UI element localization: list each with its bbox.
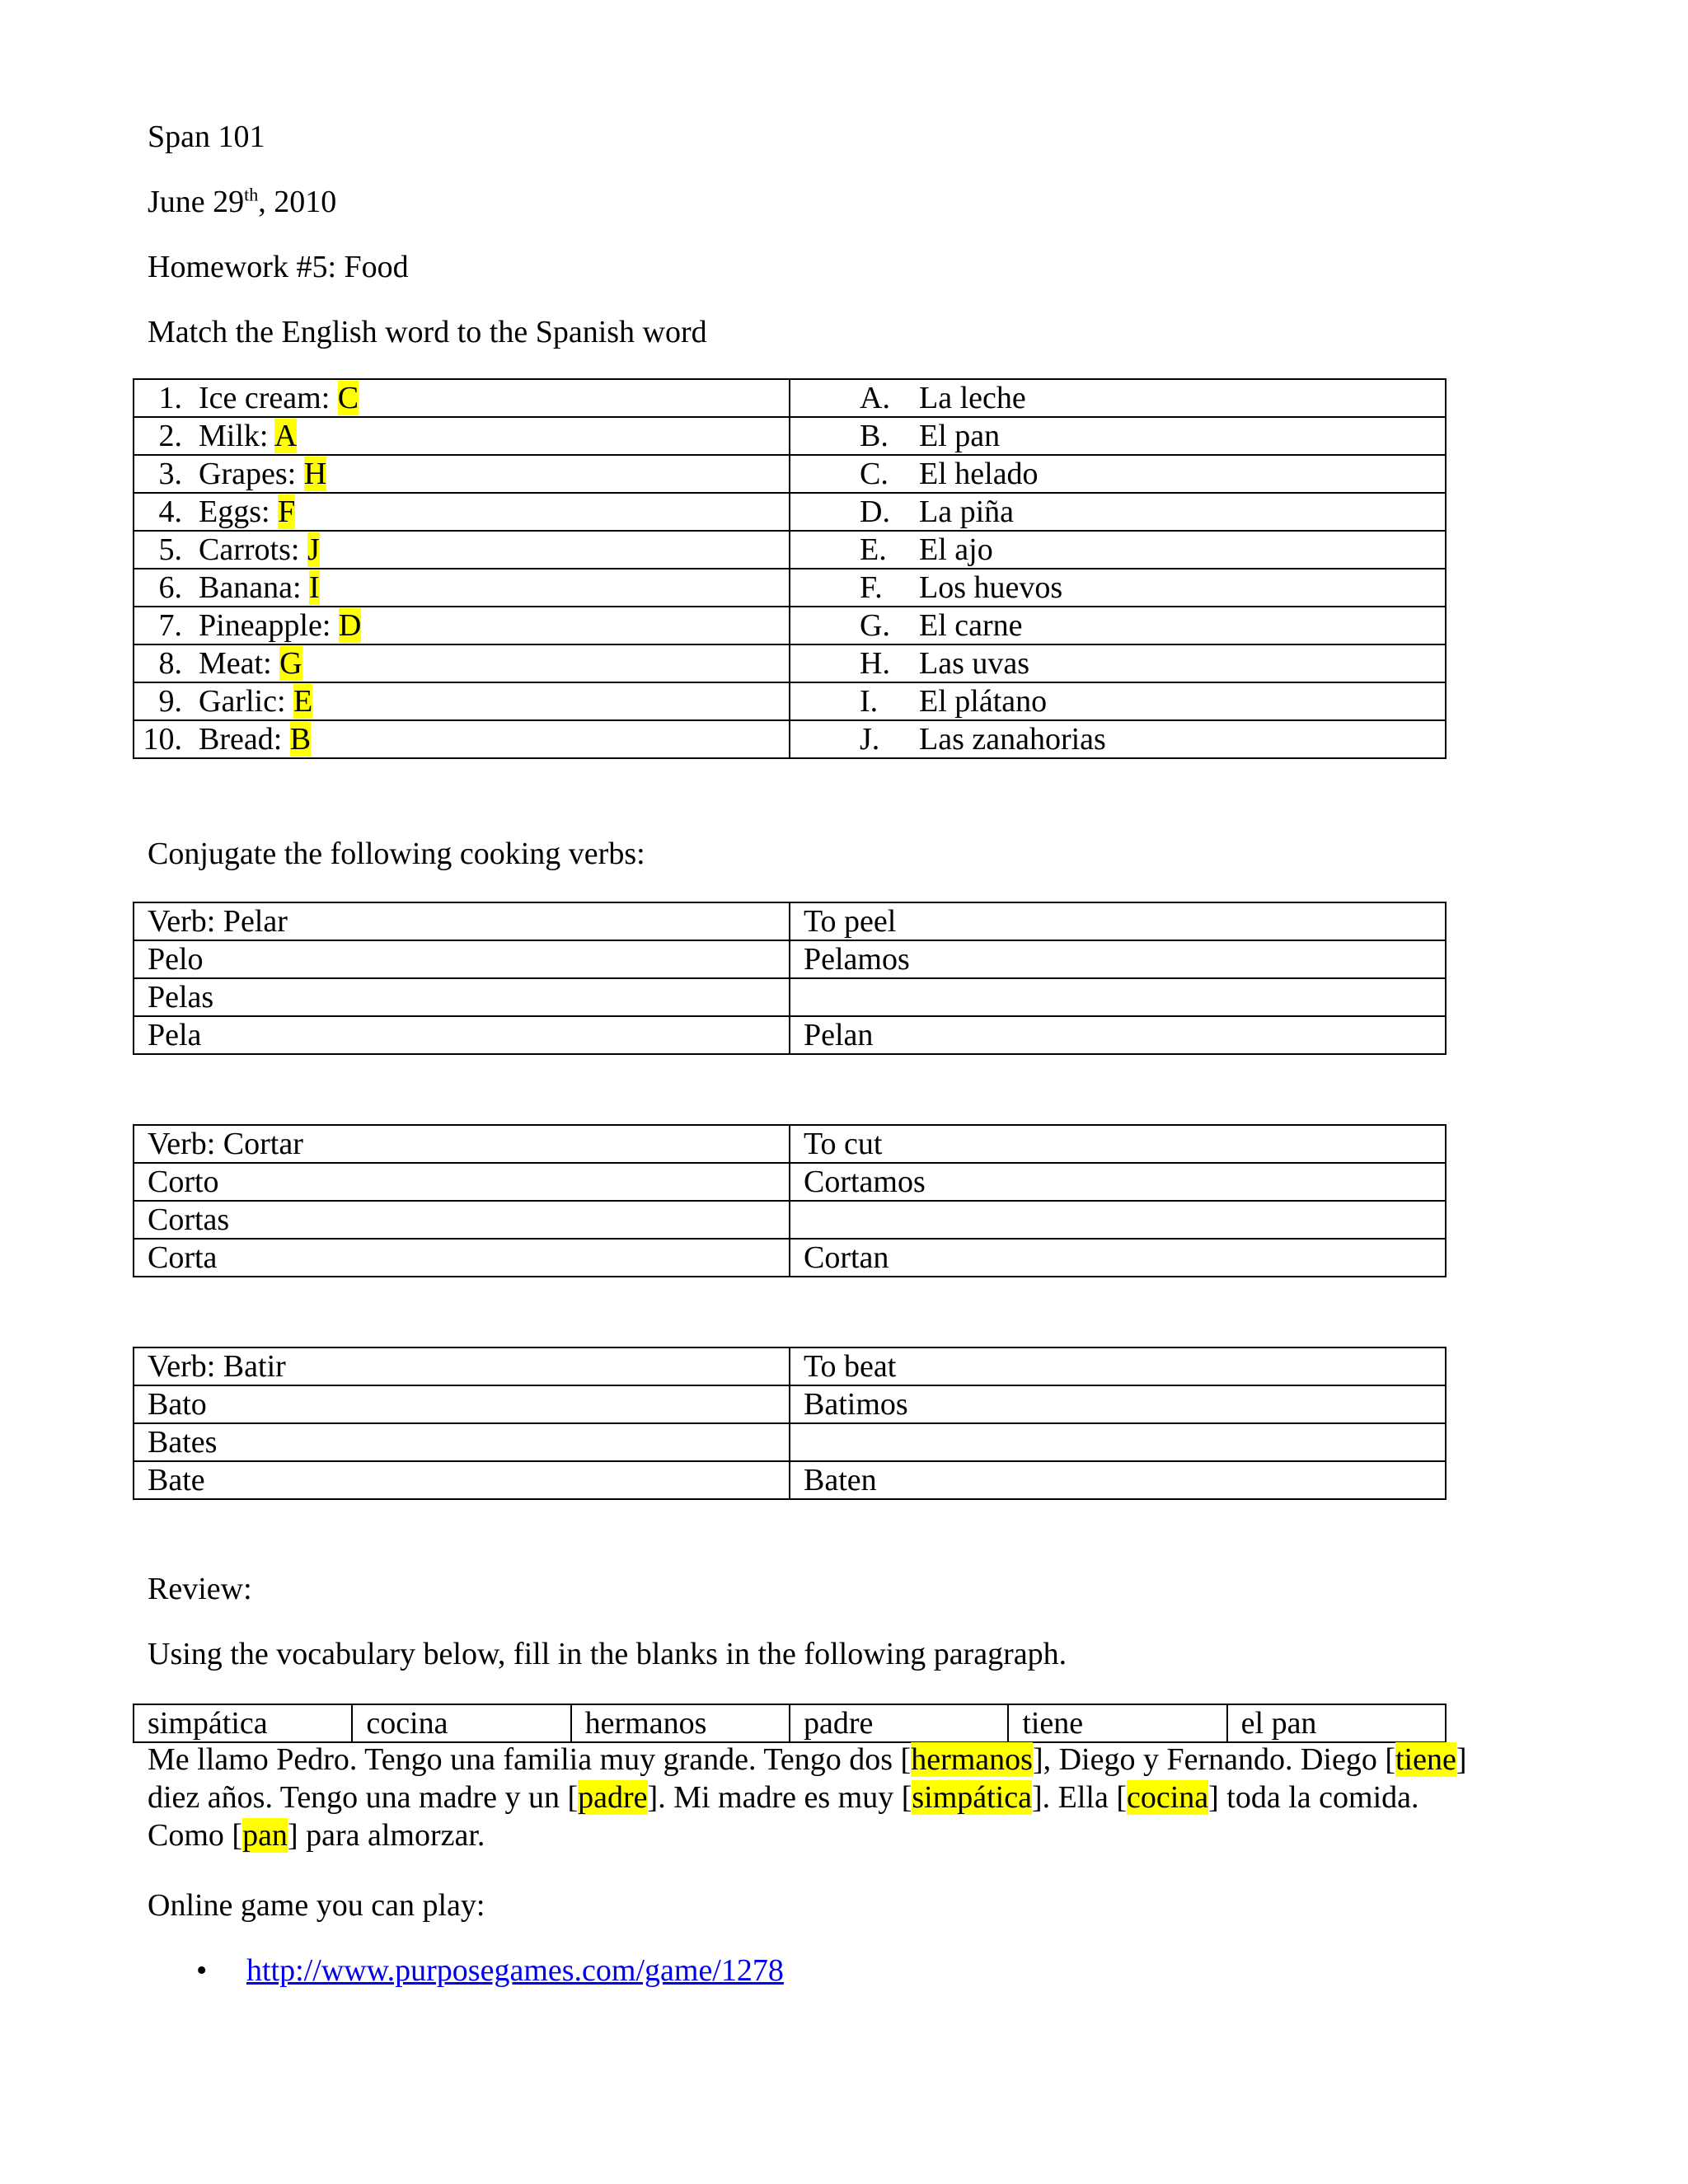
item-number: 1. [158,381,182,415]
paragraph-text: ]. Mi madre es muy [ [647,1780,912,1815]
spanish-cell [790,644,1446,682]
verb-row [134,1016,1446,1054]
english-cell [134,682,790,720]
english-cell [134,607,790,644]
date-ordinal: th [244,184,259,205]
english-cell [134,531,790,569]
item-number: 2. [158,419,182,453]
singular-form: Cortas [134,1201,790,1239]
verb-table-batir [133,1347,1447,1500]
paragraph-text: ] para almorzar. [287,1818,485,1853]
english-word: Meat: [199,646,280,681]
item-number: 9. [158,684,182,719]
plural-form [790,1201,1446,1239]
spanish-word: El carne [919,608,1023,643]
verb-table-cortar [133,1124,1447,1277]
item-number: 10. [143,722,182,757]
item-number: 6. [158,570,182,605]
paragraph-text: ] diez años. Tengo una madre y un [ [148,1742,1467,1815]
english-cell [134,644,790,682]
singular-form: Pelo [134,940,790,978]
online-heading: Online game you can play: [148,1888,485,1923]
paragraph-text: ]. Ella [ [1031,1780,1127,1815]
verb-table-pelar [133,902,1447,1055]
item-number: 4. [158,494,182,529]
vocab-word: el pan [1227,1704,1446,1742]
plural-form: To peel [790,902,1446,940]
plural-form: To cut [790,1125,1446,1163]
english-cell [134,493,790,531]
filled-answer: padre [578,1780,648,1815]
answer-letter: I [309,570,320,605]
bullet-icon: • [196,1953,208,1988]
english-word: Eggs: [199,494,279,529]
vocab-word: cocina [352,1704,570,1742]
spanish-word: La piña [919,494,1015,529]
verb-row [134,902,1446,940]
filled-answer: cocina [1127,1780,1209,1815]
item-number: 5. [158,532,182,567]
matching-instruction: Match the English word to the Spanish word [148,315,707,349]
english-cell [134,455,790,493]
conjugate-instruction: Conjugate the following cooking verbs: [148,837,645,871]
option-letter: G. [860,608,890,643]
homework-title: Homework #5: Food [148,250,409,284]
spanish-cell [790,682,1446,720]
spanish-word: La leche [919,381,1026,415]
option-letter: D. [860,494,890,529]
vocab-table [133,1704,1447,1743]
english-cell [134,569,790,607]
spanish-cell [790,493,1446,531]
matching-row [134,682,1446,720]
vocab-word: simpática [134,1704,352,1742]
answer-letter: D [338,608,362,643]
verb-row [134,1201,1446,1239]
english-word: Ice cream: [199,381,338,415]
verb-row [134,1347,1446,1385]
spanish-cell [790,607,1446,644]
spanish-cell [790,720,1446,758]
answer-letter: G [279,646,302,681]
spanish-word: Las zanahorias [919,722,1106,757]
answer-letter: B [289,722,312,757]
english-cell [134,720,790,758]
date-main: June 29 [148,185,245,219]
review-heading: Review: [148,1572,252,1606]
singular-form: Bates [134,1423,790,1461]
spanish-word: El pan [919,419,1001,453]
singular-form: Verb: Cortar [134,1125,790,1163]
vocab-word: tiene [1008,1704,1226,1742]
date-line [148,183,336,221]
english-word: Banana: [199,570,310,605]
plural-form [790,1423,1446,1461]
item-number: 8. [158,646,182,681]
matching-row [134,607,1446,644]
matching-table [133,378,1447,759]
option-letter: F. [860,570,883,605]
item-number: 3. [158,457,182,491]
english-word: Grapes: [199,457,304,491]
vocab-word: padre [790,1704,1008,1742]
matching-row [134,455,1446,493]
filled-answer: hermanos [911,1742,1033,1777]
spanish-word: El ajo [919,532,993,567]
date-year: , 2010 [258,185,337,219]
spanish-word: El helado [919,457,1039,491]
option-letter: J. [860,722,880,757]
spanish-cell [790,531,1446,569]
matching-row [134,493,1446,531]
spanish-word: Las uvas [919,646,1030,681]
spanish-cell [790,379,1446,417]
verb-row [134,1461,1446,1499]
english-word: Pineapple: [199,608,339,643]
english-cell [134,417,790,455]
option-letter: H. [860,646,890,681]
plural-form [790,978,1446,1016]
matching-row [134,417,1446,455]
spanish-cell [790,569,1446,607]
option-letter: B. [860,419,889,453]
verb-row [134,1423,1446,1461]
answer-letter: E [293,684,313,719]
option-letter: E. [860,532,887,567]
answer-letter: F [278,494,296,529]
english-word: Bread: [199,722,290,757]
filled-answer: tiene [1395,1742,1456,1777]
singular-form: Pela [134,1016,790,1054]
plural-form: Batimos [790,1385,1446,1423]
filled-answer: pan [242,1818,288,1853]
matching-row [134,531,1446,569]
paragraph-text: ], Diego y Fernando. Diego [ [1032,1742,1395,1777]
singular-form: Corto [134,1163,790,1201]
option-letter: A. [860,381,890,415]
plural-form: To beat [790,1347,1446,1385]
game-link[interactable]: http://www.purposegames.com/game/1278 [246,1953,784,1988]
vocab-word: hermanos [571,1704,790,1742]
singular-form: Bate [134,1461,790,1499]
item-number: 7. [158,608,182,643]
matching-row [134,569,1446,607]
plural-form: Baten [790,1461,1446,1499]
english-word: Milk: [199,419,274,453]
matching-row [134,644,1446,682]
english-word: Carrots: [199,532,307,567]
plural-form: Cortamos [790,1163,1446,1201]
filled-answer: simpática [912,1780,1032,1815]
verb-row [134,1125,1446,1163]
option-letter: I. [860,684,879,719]
answer-letter: H [303,457,327,491]
paragraph-text: Me llamo Pedro. Tengo una familia muy grande. Tengo dos [ [148,1742,912,1777]
singular-form: Verb: Batir [134,1347,790,1385]
singular-form: Pelas [134,978,790,1016]
plural-form: Cortan [790,1239,1446,1277]
singular-form: Bato [134,1385,790,1423]
option-letter: C. [860,457,889,491]
verb-row [134,978,1446,1016]
answer-letter: J [307,532,320,567]
paragraph-text: ] toda la comida. Como [ [148,1780,1419,1853]
course-title: Span 101 [148,120,265,154]
matching-row [134,720,1446,758]
english-cell [134,379,790,417]
spanish-word: El plátano [919,684,1048,719]
verb-row [134,1385,1446,1423]
fill-in-paragraph [148,1741,1475,1854]
answer-letter: A [274,419,298,453]
plural-form: Pelamos [790,940,1446,978]
answer-letter: C [337,381,359,415]
singular-form: Corta [134,1239,790,1277]
spanish-word: Los huevos [919,570,1063,605]
verb-row [134,1239,1446,1277]
verb-row [134,940,1446,978]
review-instruction: Using the vocabulary below, fill in the blanks in the following paragraph. [148,1637,1067,1671]
spanish-cell [790,417,1446,455]
plural-form: Pelan [790,1016,1446,1054]
matching-row [134,379,1446,417]
singular-form: Verb: Pelar [134,902,790,940]
verb-row [134,1163,1446,1201]
spanish-cell [790,455,1446,493]
english-word: Garlic: [199,684,294,719]
